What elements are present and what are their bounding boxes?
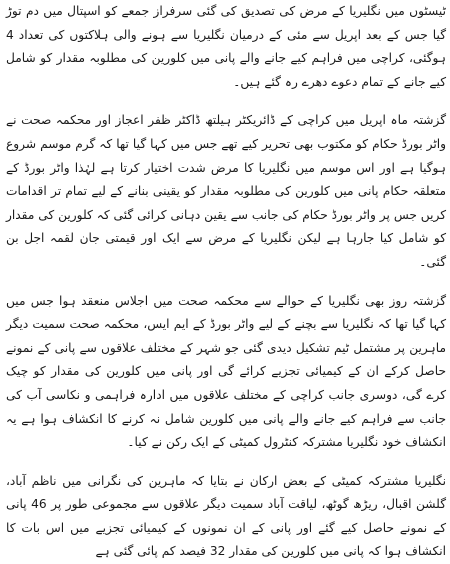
article-paragraph: گزشتہ ماہ اپریل میں کراچی کے ڈائریکٹر ہیلتھ ڈاکٹر ظفر اعجاز اور محکمہ صحت نے واٹر بورڈ حکام کو مکتوب بھی تحریر کیے تھے جس میں کہا گیا تھا کہ گرم موسم شروع ہوگیا ہے اور اس موسم میں نگلیریا کا مرض شدت اختیار کرتا ہے لہٰذا واٹر بورڈ کے متعلقہ حکام پانی میں کلورین کی مطلوبہ مقدار کو یقینی بنانے کے لیے تمام تر اقدامات کریں جس پر واٹر بورڈ حکام کی جانب سے یقین دہانی کرائی گئی کہ کلورین کی مقدار کو شامل کیا جارہا ہے لیکن نگلیریا کے مرض سے ایک اور قیمتی جان لقمہ اجل بن گئی۔ <box>6 113 446 269</box>
article-paragraph: گزشتہ روز بھی نگلیریا کے حوالے سے محکمہ صحت میں اجلاس منعقد ہوا جس میں کہا گیا تھا کہ نگلیریا سے بچنے کے لیے واٹر بورڈ کے ایم ایس، محکمہ صحت سمیت دیگر ماہرین پر مشتمل ٹیم تشکیل دیدی گئی جو شہر کے مختلف علاقوں سے پانی کے نمونے حاصل کرکے ان کے کیمیائی تجزیے کرائے گی اور پانی میں کلورین کی مقدار کو چیک کرے گی، دوسری جانب کراچی کے مختلف علاقوں میں ادارہ فراہمی و نکاسی آب کی جانب سے فراہم کیے جانے والے پانی میں کلورین شامل نہ کرنے کا انکشاف ہوا ہے یہ انکشاف خود نگلیریا مشترکہ کنٹرول کمیٹی کے ایک رکن نے کیا۔ <box>6 293 446 450</box>
article-paragraph: نگلیریا مشترکہ کمیٹی کے بعض ارکان نے بتایا کہ ماہرین کی نگرانی میں ناظم آباد، گلشن اقبال، ریڑھ گوٹھ، لیاقت آباد سمیت دیگر علاقوں سے مجموعی طور پر 46 پانی کے نمونے حاصل کیے گئے اور پانی کے ان نمونوں کے کیمیائی تجزیے میں اس بات کا انکشاف ہوا کہ پانی میں کلورین کی مقدار 32 فیصد کم پائی گئی ہے <box>6 473 446 559</box>
article-paragraph: ٹیسٹوں میں نگلیریا کے مرض کی تصدیق کی گئی سرفراز جمعے کو اسپتال میں دم توڑ گیا جس کے بعد اپریل سے مئی کے درمیان نگلیریا سے ہونے والی ہلاکتوں کی تعداد 4 ہوگئی، کراچی میں فراہم کیے جانے والے پانی میں کلورین کی مطلوبہ مقدار کو شامل کیے جانے کے تمام دعوے دھرے رہ گئے ہیں۔ <box>6 4 446 89</box>
